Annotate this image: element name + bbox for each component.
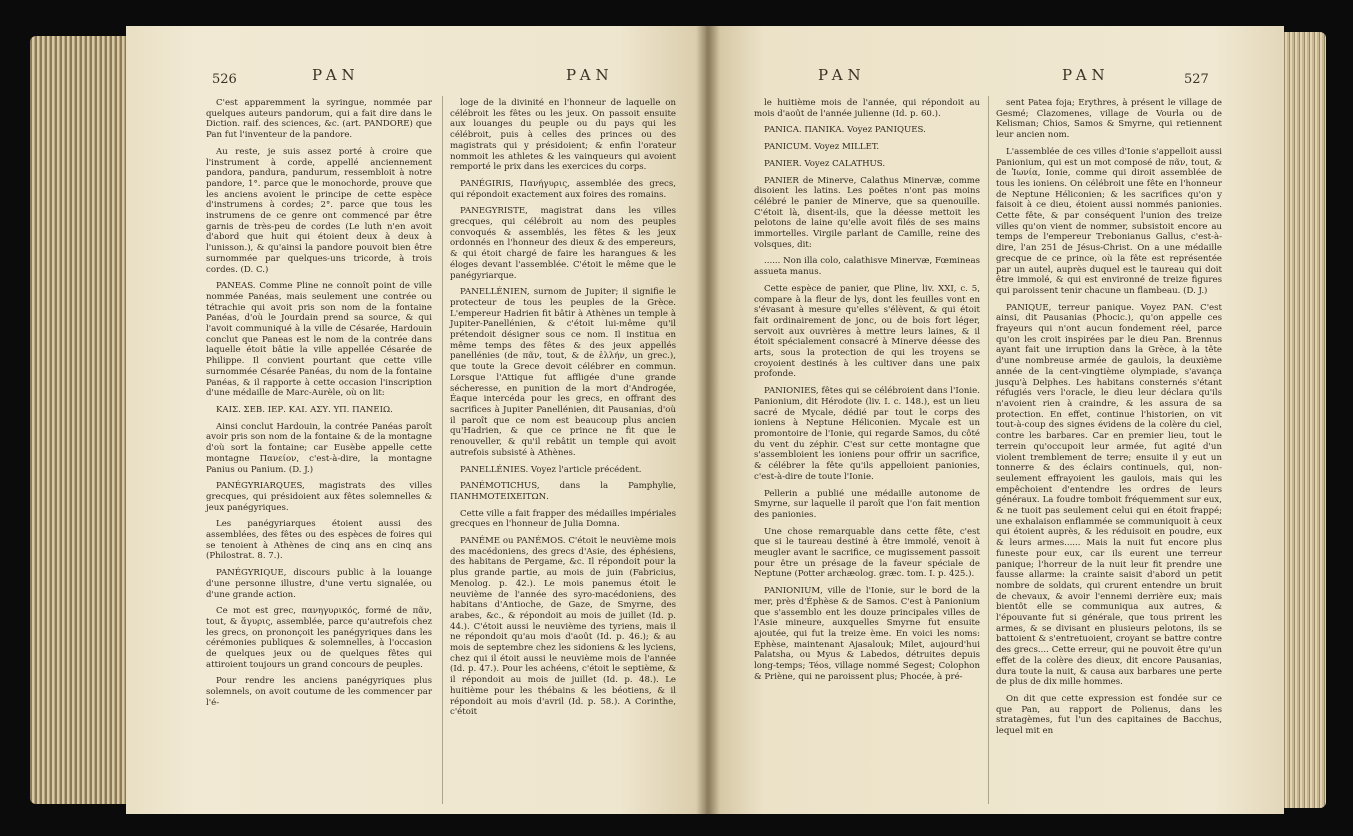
paragraph: PANIONIUM, ville de l'Ionie, sur le bord de la mer, près d'Éphèse & de Samos. C'est à Panionium que s'assemblo ent les douze principales villes de l'Asie mineure, auxquelles Smyrne fut ensuite ajoutée, qui fut la treize ème. En voici les noms: Ephèse, maintenant Ajasalouk; Milet, aujourd'hui Palatsha, ou Myus & Labedos, détruites depuis long-temps; Téos, village nommé Segest; Colophon & Priène, qui ne paroissent plus; Phocée, à pré- — [754, 586, 980, 682]
paragraph: PANIER. Voyez CALATHUS. — [764, 158, 886, 169]
running-header-left: PAN — [312, 66, 360, 84]
paragraph: Au reste, je suis assez porté à croire que l'instrument à corde, appellé anciennement pandora, pandura, pandurum, ressembloit à notre pandore, 1°. parce que le monochorde, prouve que les anciens avoient le principe de cette espèce d'instrumens à cordes; 2°. parce que tous les instrumens de ce genre ont commencé par être garnis de très-peu de cordes (Le luth n'en avoit d'abord que huit qui étoient deux à deux à l'unisson.), & qu'ainsi la pandore pouvoit bien être surnommée par quelques-uns tricorde, à trois cordes. (D. C.) — [206, 146, 432, 275]
right-page-column-1 — [754, 98, 980, 688]
running-header-right: PAN — [566, 66, 614, 84]
paragraph: Cette ville a fait frapper des médailles impériales grecques en l'honneur de Julia Domna. — [450, 508, 676, 530]
paragraph: Une chose remarquable dans cette fête, c'est que si le taureau destiné à être immolé, venoit à meugler avant le sacrifice, ce mugissement passoit pour être un présage de la faveur spéciale de Neptune (Potter archæolog. græc. tom. I. p. 425.). — [754, 526, 980, 580]
paragraph: PANÉME ou PANÉMOS. C'étoit le neuvième mois des macédoniens, des grecs d'Asie, des éphésiens, des habitans de Pergame, &c. Il répondoit pour la plus grande partie, au mois de juin (Fabricius, Menolog. p. 42.). Le mois panemus étoit le neuvième de l'année des syro-macédoniens, des habitans d'Antioche, de Gaze, de Smyrne, des arabes, &c., & répondoit au mois de juillet (Id. p. 44.). C'étoit aussi le neuvième des tyriens, mais il ne répondoit qu'au mois d'août (Id. p. 46.); & au mois de septembre chez les sidoniens & les lyciens, chez qui il étoit aussi le neuvième mois de l'année (Id. p. 47.). Pour les achéens, c'étoit le septième, & il répondoit au mois de juillet (Id. p. 48.). Le huitième pour les thébains & les béotiens, & il répondoit au mois d'avril (Id. p. 58.). A Corinthe, c'étoit — [450, 536, 676, 718]
paragraph: PANÉGIRIS, Πανήγυρις, assemblée des grecs, qui répondoit exactement aux foires des romains. — [450, 178, 676, 200]
paragraph: PANÉGYRIARQUES, magistrats des villes grecques, qui présidoient aux fêtes solemnelles & jeux panégyriques. — [206, 481, 432, 513]
paragraph: PANELLÉNIES. Voyez l'article précédent. — [460, 464, 642, 475]
page-number: 527 — [1184, 72, 1209, 87]
running-header-left: PAN — [818, 66, 866, 84]
paragraph: PANIER de Minerve, Calathus Minervæ, comme disoient les latins. Les poëtes n'ont pas moins célébré le panier de Minerve, que sa quenouille. C'étoit là, disent-ils, que la déesse mettoit les pelotons de laine qu'elle avoit filés de ses mains immortelles. Virgile parlant de Camille, reine des volsques, dit: — [754, 175, 980, 250]
column-rule — [442, 96, 443, 804]
paragraph: PANÉGYRIQUE, discours public à la louange d'une personne illustre, d'une vertu signalée, ou d'une grande action. — [206, 568, 432, 600]
paragraph: On dit que cette expression est fondée sur ce que Pan, au rapport de Polienus, dans les stratagèmes, fut l'un des capitaines de Bacchus, lequel mit en — [996, 693, 1222, 737]
left-page-column-1 — [206, 98, 432, 715]
book-gutter — [696, 26, 720, 814]
left-page — [126, 26, 706, 814]
paragraph: PANÉMOTICHUS, dans la Pamphylie, ΠΑΝΗΜΟΤΕΙΧΕΙΤΩΝ. — [450, 481, 676, 502]
paragraph: Les panégyriarques étoient aussi des assemblées, des fêtes ou des espèces de foires qui se tenoient à Athènes de cinq ans en cinq ans (Philostrat. 8. 7.). — [206, 519, 432, 562]
paragraph: ...... Non illa colo, calathisve Minervæ, Fœmineas assueta manus. — [754, 256, 980, 278]
paragraph: PANIQUE, terreur panique. Voyez PAN. C'est ainsi, dit Pausanias (Phocic.), qu'on appelle ces frayeurs qui n'ont aucun fondement réel, parce qu'on les croit inspirées par le dieu Pan. Brennus ayant fait une irruption dans la Grèce, à la tête d'une nombreuse armée de gaulois, la deuxième année de la cent-vingtième olympiade, s'avança jusqu'à Delphes. Les habitans consternés s'étant réfugiés vers l'oracle, le dieu leur déclara qu'ils n'avoient rien à craindre, & les assura de sa protection. En effet, continue l'historien, on vit tout-à-coup des signes évidens de la colère du ciel, contre les barbares. Car en premier lieu, tout le terrein qu'occupoit leur armée, fut agité d'un violent tremblement de terre; ensuite il y eut un tonnerre & des éclairs continuels, qui, non-seulement effrayoient les gaulois, mais qui les empêchoient d'entendre les ordres de leurs généraux. La foudre tomboit fréquemment sur eux, & ne tuoit pas seulement celui qui en étoit frappé; une exhalaison enflammée se communiquoit à ceux qui étoient auprès, & les réduisoit en poudre, eux & leurs armes...... Mais la nuit fut encore plus funeste pour eux, car ils eurent une terreur panique; l'horreur de la nuit leur fit prendre une fausse allarme: la crainte saisit d'abord un petit nombre de soldats, qui crurent entendre un bruit de chevaux, & avoir l'ennemi derrière eux; mais bientôt elle se communiqua aux autres, & l'épouvante fut si générale, que tous prirent les armes, & se divisant en plusieurs pelotons, ils se battoient & s'entretuoient, croyant se battre contre des grecs.... Cette erreur, qui ne pouvoit être qu'un effet de la colère des dieux, dit encore Pausanias, dura toute la nuit, & causa aux barbares une perte de plus de dix mille hommes. — [996, 302, 1222, 688]
paragraph: le huitième mois de l'année, qui répondoit au mois d'août de l'année julienne (Id. p. 60.). — [754, 98, 980, 119]
page-number: 526 — [212, 72, 237, 87]
left-page-edges — [30, 36, 130, 804]
right-page-edges — [1282, 32, 1326, 808]
paragraph: Ainsi conclut Hardouin, la contrée Panéas paroît avoir pris son nom de la fontaine & de la montagne d'où sort la fontaine; car Eusèbe appelle cette montagne Πανείον, c'est-à-dire, la montagne Panius ou Panium. (D. J.) — [206, 421, 432, 475]
paragraph: sent Patea foja; Erythres, à présent le village de Gesmé; Clazomenes, village de Vourla ou de Kelisman; Chios, Samos & Smyrne, qui retiennent leur ancien nom. — [996, 98, 1222, 141]
paragraph: PANICUM. Voyez MILLET. — [764, 142, 880, 153]
paragraph: PANEGYRISTE, magistrat dans les villes grecques, qui célébroit au nom des peuples convoqués & assemblés, les fêtes & les jeux ordonnés en l'honneur des dieux & des empereurs, & qui étoit chargé de faire les harangues & les éloges devant l'assemblée. C'étoit le même que le panégyriarque. — [450, 206, 676, 281]
paragraph: C'est apparemment la syringue, nommée par quelques auteurs pandorum, qui a fait dire dans le Diction. raif. des sciences, &c. (art. PANDORE) que Pan fut l'inventeur de la pandore. — [206, 98, 432, 141]
paragraph: ΚΑΙΣ. ΣΕΒ. ΙΕΡ. ΚΑΙ. ΑΣΥ. ΥΠ. ΠΑΝΕΙΩ. — [216, 404, 393, 415]
paragraph: Ce mot est grec, πανηγυρικός, formé de πᾶν, tout, & ἄγυρις, assemblée, parce qu'autrefois chez les grecs, on prononçoit les panégyriques dans les cérémonies publiques & solemnelles, à l'occasion de quelques jeux ou de quelques fêtes qui attiroient toujours un grand concours de peuples. — [206, 606, 432, 670]
column-rule — [988, 96, 989, 804]
paragraph: Pellerin a publié une médaille autonome de Smyrne, sur laquelle il paroît que l'on fait mention des panionies. — [754, 488, 980, 520]
paragraph: PANIONIES, fêtes qui se célébroient dans l'Ionie. Panionium, dit Hérodote (liv. I. c. 148.), est un lieu sacré de Mycale, dédié par tout le corps des ioniens à Neptune Héliconien. Mycale est un promontoire de l'Ionie, qui regarde Samos, du côté du vent du zéphir. C'est sur cette montagne que s'assembloient les ioniens pour offrir un sacrifice, & célébrer la fête qu'ils appelloient panionies, c'est-à-dire de toute l'Ionie. — [754, 386, 980, 482]
running-header-right: PAN — [1062, 66, 1110, 84]
paragraph: Pour rendre les anciens panégyriques plus solemnels, on avoit coutume de les commencer par l'é- — [206, 676, 432, 708]
paragraph: PANELLÉNIEN, surnom de Jupiter; il signifie le protecteur de tous les peuples de la Grèce. L'empereur Hadrien fit bâtir à Athènes un temple à Jupiter-Panellénien, & c'étoit lui-même qu'il prétendoit désigner sous ce nom. Il institua en même temps des fêtes & des jeux appellés panellénies (de πᾶν, tout, & de ἑλλήν, un grec.), que toute la Grece devoit célébrer en commun. Lorsque l'Attique fut affligée d'une grande sécheresse, en punition de la mort d'Androgée, Éaque intercéda pour les grecs, en offrant des sacrifices à Jupiter Panellénien, dit Pausanias, d'où il paroît que ce nom est beaucoup plus ancien qu'Hadrien, & que ce prince ne fit que le renouveller, & qu'il rebâtit un temple qui avoit autrefois subsisté à Athènes. — [450, 287, 676, 458]
paragraph: Cette espèce de panier, que Pline, liv. XXI, c. 5, compare à la fleur de lys, dont les feuilles vont en s'évasant à mesure qu'elles s'élèvent, & qui étoit fait ordinairement de jonc, ou de bois fort léger, servoit aux ouvrières à mettre leurs laines, & il étoit spécialement consacré à Minerve déesse des arts, sous la protection de qui les troyens se croyoient destinés à les cultiver dans une paix profonde. — [754, 283, 980, 380]
right-page-column-2 — [996, 98, 1222, 743]
paragraph: L'assemblée de ces villes d'Ionie s'appelloit aussi Panionium, qui est un mot composé de πᾶν, tout, & de Ἰωνία, Ionie, comme qui diroit assemblée de tous les ioniens. On célébroit une fête en l'honneur de Neptune Héliconien; & les sacrifices qu'on y faisoit à ce dieu, étoient aussi nommés panionies. Cette fête, & par conséquent l'union des treize villes qu'on vient de nommer, subsistoit encore au temps de l'empereur Trebonianus Gallus, c'est-à-dire, l'an 251 de Jésus-Christ. On a une médaille grecque de ce prince, où la fête est représentée par un autel, auprès duquel est le taureau qui doit être immolé, & qui est environné de treize figures qui paroissent tenir chacune un flambeau. (D. J.) — [996, 146, 1222, 296]
paragraph: PANEAS. Comme Pline ne connoît point de ville nommée Panéas, mais seulement une contrée ou tétrachie qui avoit pris son nom de la fontaine Panéas, d'où le Jourdain prend sa source, & qui l'avoit communiqué à la ville de Césarée, Hardouin conclut que Paneas est le nom de la contrée dans laquelle étoit bâtie la ville appellée Césarée de Philippe. Il convient pourtant que cette ville surnommée Césarée Panéas, du nom de la fontaine Panéas, & il rapporte à cette occasion l'inscription d'une médaille de Marc-Aurèle, où on lit: — [206, 281, 432, 399]
paragraph: PANICA. ΠΑΝΙΚΑ. Voyez PANIQUES. — [764, 125, 926, 136]
right-page — [706, 26, 1284, 814]
open-book — [30, 22, 1326, 822]
paragraph: loge de la divinité en l'honneur de laquelle on célébroit les fêtes ou les jeux. On passoit ensuite aux louanges du peuple ou du pays qui les célébroit, puis à celles des princes ou des magistrats qui y présidoient; & enfin l'orateur nommoit les athletes & les vainqueurs qui avoient remporté le prix dans les exercices du corps. — [450, 98, 676, 173]
left-page-column-2 — [450, 98, 676, 724]
